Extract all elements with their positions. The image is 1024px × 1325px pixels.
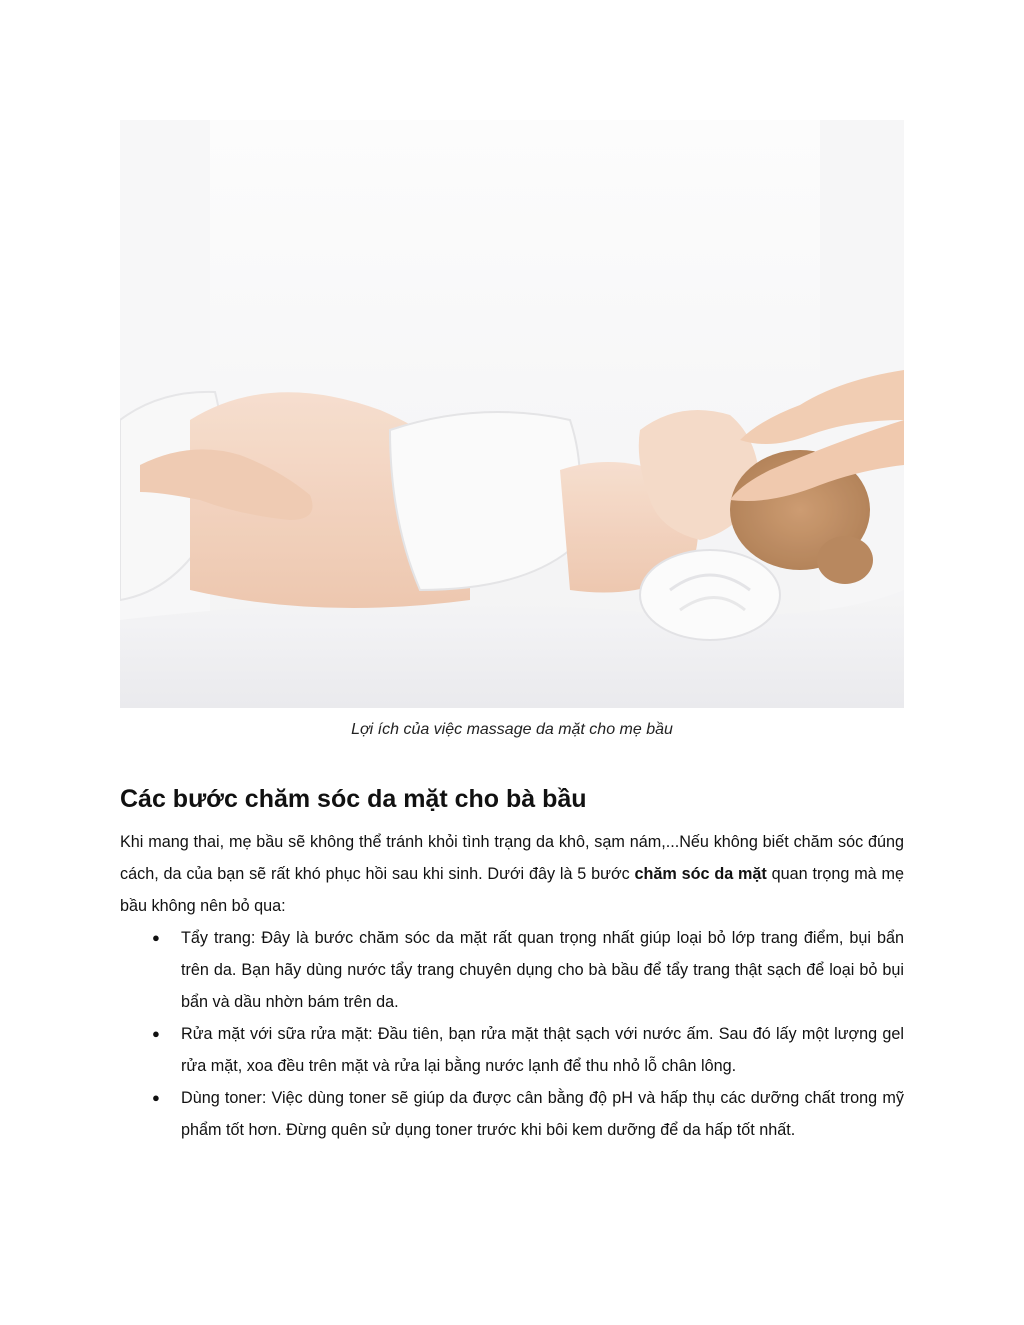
section-heading: Các bước chăm sóc da mặt cho bà bầu: [120, 785, 587, 813]
intro-text-part2: quan trọng mà mẹ bầu không nên bỏ qua:: [120, 865, 904, 915]
list-item: [120, 1018, 904, 1082]
intro-bold-keyword[interactable]: chăm sóc da mặt: [634, 865, 767, 883]
list-item-text: Dùng toner: Việc dùng toner sẽ giúp da được cân bằng độ pH và hấp thụ các dưỡng chất trong mỹ phẩm tốt hơn. Đừng quên sử dụng toner trước khi bôi kem dưỡng để da hấp tốt nhất.: [181, 1089, 904, 1139]
intro-paragraph: [120, 826, 904, 922]
bullet-icon: ●: [152, 1026, 160, 1041]
bullet-icon: ●: [152, 930, 160, 945]
photo-illustration: [120, 120, 904, 708]
bullet-icon: ●: [152, 1090, 160, 1105]
intro-text-part1: Khi mang thai, mẹ bầu sẽ không thể tránh khỏi tình trạng da khô, sạm nám,...Nếu không biết chăm sóc đúng cách, da của bạn sẽ rất khó phục hồi sau khi sinh. Dưới đây là 5 bước: [120, 833, 904, 883]
list-item-text: Tẩy trang: Đây là bước chăm sóc da mặt rất quan trọng nhất giúp loại bỏ lớp trang điểm, bụi bẩn trên da. Bạn hãy dùng nước tẩy trang chuyên dụng cho bà bầu để tẩy trang thật sạch để loại bỏ bụi bẩn và dầu nhờn bám trên da.: [181, 929, 904, 1011]
list-item-text: Rửa mặt với sữa rửa mặt: Đầu tiên, bạn rửa mặt thật sạch với nước ấm. Sau đó lấy một lượng gel rửa mặt, xoa đều trên mặt và rửa lại bằng nước lạnh để thu nhỏ lỗ chân lông.: [181, 1025, 904, 1075]
pregnant-facial-massage-photo: [120, 120, 904, 708]
list-item: [120, 922, 904, 1018]
document-page: [120, 120, 904, 1146]
photo-caption: Lợi ích của việc massage da mặt cho mẹ bầu: [351, 721, 673, 738]
list-item: [120, 1082, 904, 1146]
care-steps-list: [120, 922, 904, 1146]
